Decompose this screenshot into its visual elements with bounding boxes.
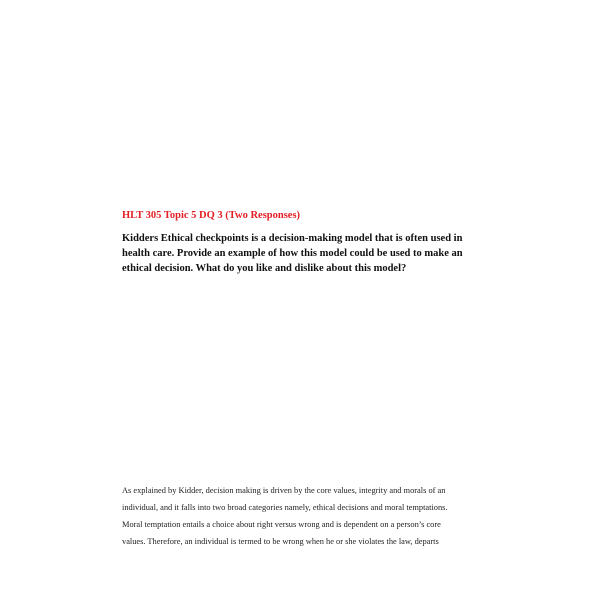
- document-title: HLT 305 Topic 5 DQ 3 (Two Responses): [122, 210, 301, 221]
- question-line: ethical decision. What do you like and dislike about this model?: [122, 263, 407, 274]
- response-paragraph: [122, 482, 484, 550]
- question-line: health care. Provide an example of how this model could be used to make an: [122, 248, 463, 259]
- paragraph-line: As explained by Kidder, decision making is driven by the core values, integrity and morals of an: [122, 486, 446, 495]
- paragraph-line: individual, and it falls into two broad categories namely, ethical decisions and moral temptations.: [122, 503, 448, 512]
- paragraph-line: Moral temptation entails a choice about right versus wrong and is dependent on a person’s core: [122, 520, 441, 529]
- question-line: Kidders Ethical checkpoints is a decision-making model that is often used in: [122, 233, 463, 244]
- paragraph-line: values. Therefore, an individual is termed to be wrong when he or she violates the law, departs: [122, 537, 439, 546]
- discussion-question: [122, 231, 482, 276]
